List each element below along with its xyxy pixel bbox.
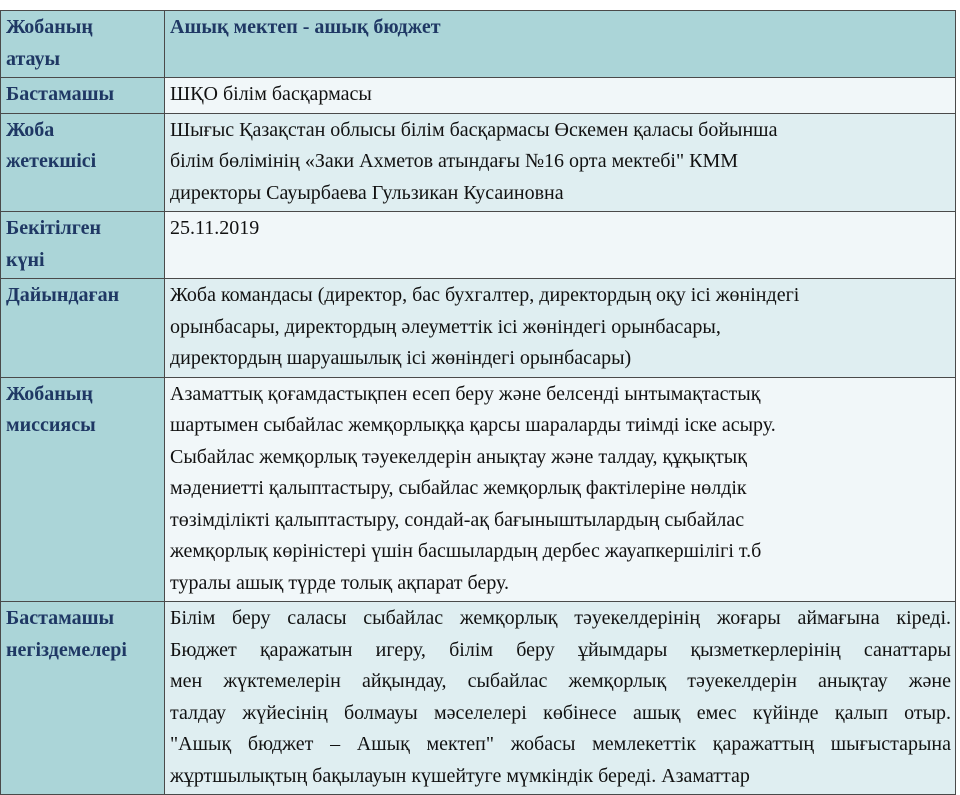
value-initiator: ШҚО білім басқармасы: [165, 78, 956, 114]
row-project-name: [1, 11, 956, 78]
value-project-mission: Азаматтық қоғамдастықпен есеп беру және белсенді ынтымақтастық шартымен сыбайлас жемқорлыққа қарсы шараларды тиімді іске асыру. Сыбайлас жемқорлық тәуекелдерін анықтау және талдау, құқықтық мәдениетті қалыптастыру, сыбайлас жемқорлық фактілеріне нөлдік төзімділікті қалыптастыру, сондай-ақ бағыныштылардың сыбайлас жемқорлық көріністері үшін басшылардың дербес жауапкершілігі т.б туралы ашық түрде толық ақпарат беру.: [165, 377, 956, 602]
project-info-table: [0, 10, 956, 795]
row-initiative-rationale: [1, 602, 956, 795]
row-project-lead: [1, 113, 956, 212]
value-project-name: Ашық мектеп - ашық бюджет: [165, 11, 956, 78]
row-prepared-by: [1, 279, 956, 378]
label-initiator: Бастамашы: [1, 78, 165, 114]
label-project-mission: Жобаның миссиясы: [1, 377, 165, 602]
label-project-lead: Жоба жетекшісі: [1, 113, 165, 212]
label-project-name: Жобаның атауы: [1, 11, 165, 78]
label-initiative-rationale: Бастамашы негіздемелері: [1, 602, 165, 795]
value-approval-date: 25.11.2019: [165, 212, 956, 279]
value-initiative-rationale: Білім беру саласы сыбайлас жемқорлық тәуекелдерінің жоғары аймағына кіреді. Бюджет қаражатын игеру, білім беру ұйымдары қызметкерлерінің санаттары мен жүктемелерін айқындау, сыбайлас жемқорлық тәуекелдерін анықтау және талдау жүйесінің болмауы мәселелері көбінесе ашық емес күйінде қалып отыр. "Ашық бюджет – Ашық мектеп" жобасы мемлекеттік қаражаттың шығыстарына жұртшылықтың бақылауын күшейтуге мүмкіндік береді. Азаматтар: [165, 602, 956, 795]
row-project-mission: [1, 377, 956, 602]
label-prepared-by: Дайындаған: [1, 279, 165, 378]
value-project-lead: Шығыс Қазақстан облысы білім басқармасы Өскемен қаласы бойынша білім бөлімінің «Заки Ахметов атындағы №16 орта мектебі" КММ директоры Сауырбаева Гульзикан Кусаиновна: [165, 113, 956, 212]
row-approval-date: [1, 212, 956, 279]
row-initiator: [1, 78, 956, 114]
label-approval-date: Бекітілген күні: [1, 212, 165, 279]
value-prepared-by: Жоба командасы (директор, бас бухгалтер, директордың оқу ісі жөніндегі орынбасары, директордың әлеуметтік ісі жөніндегі орынбасары, директордың шаруашылық ісі жөніндегі орынбасары): [165, 279, 956, 378]
